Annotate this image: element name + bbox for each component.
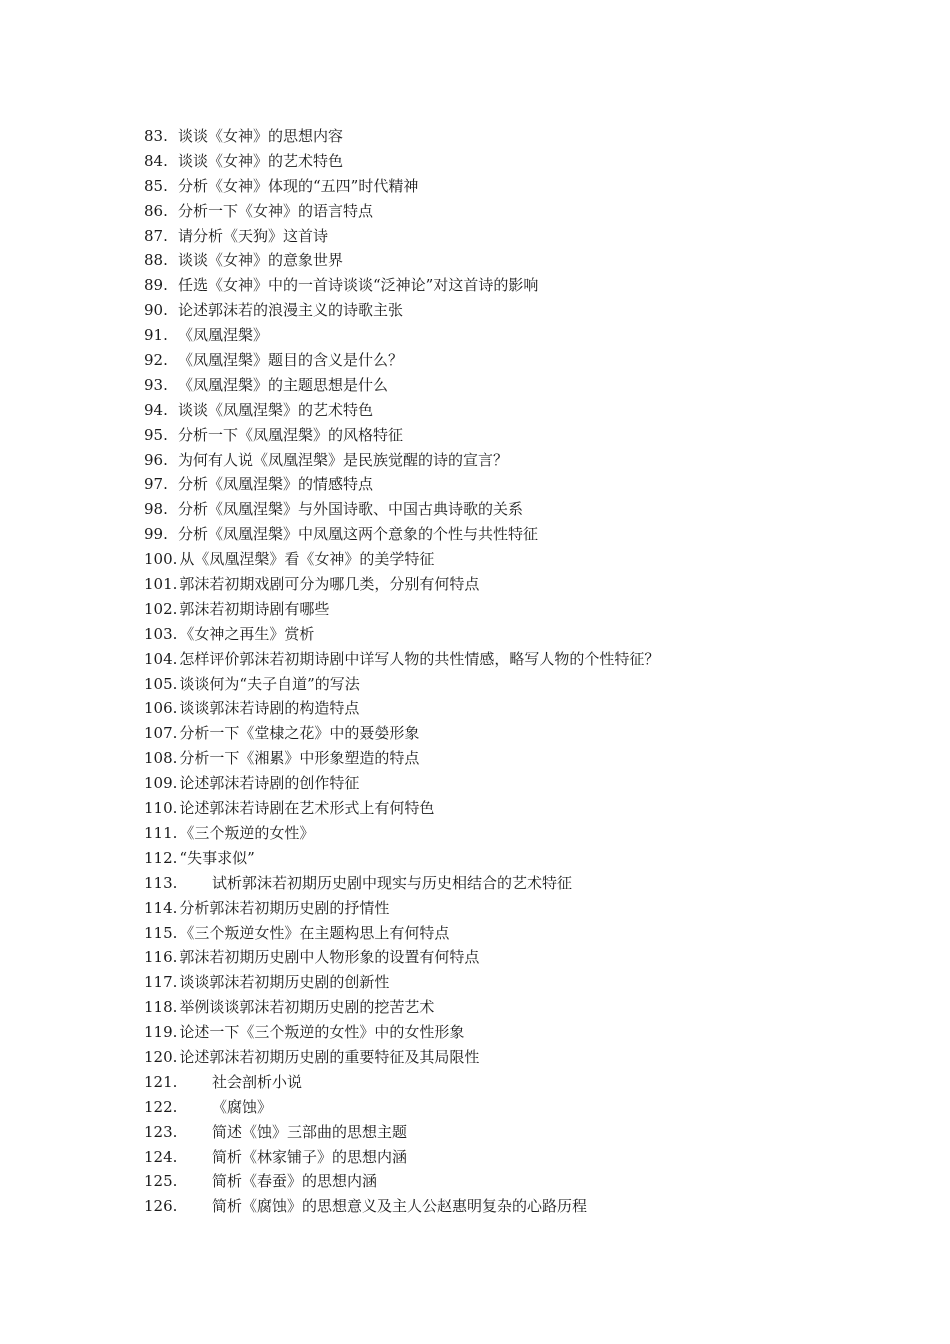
- item-number: 91.: [144, 326, 168, 345]
- item-text: 论述郭沫若诗剧的创作特征: [179, 774, 360, 793]
- item-text: 任选《女神》中的一首诗谈谈“泛神论”对这首诗的影响: [178, 276, 539, 295]
- item-number: 93.: [144, 375, 168, 394]
- list-item: [144, 970, 904, 995]
- item-number: 105.: [144, 674, 178, 693]
- item-text: 《女神之再生》赏析: [179, 624, 315, 643]
- item-number: 110.: [144, 799, 178, 818]
- item-text: 怎样评价郭沫若初期诗剧中详写人物的共性情感，略写人物的个性特征？: [179, 649, 660, 668]
- item-text: 论述郭沫若诗剧在艺术形式上有何特色: [179, 799, 435, 818]
- list-item: [144, 1120, 904, 1145]
- list-item: [144, 248, 904, 273]
- item-text: 分析一下《女神》的语言特点: [178, 201, 374, 220]
- item-text: 分析《凤凰涅槃》的情感特点: [178, 475, 374, 494]
- list-item: [144, 224, 904, 249]
- item-text: 《三个叛逆女性》在主题构思上有何特点: [179, 923, 450, 942]
- item-number: 115.: [144, 923, 178, 942]
- item-text: 论述一下《三个叛逆的女性》中的女性形象: [179, 1023, 465, 1042]
- item-number: 120.: [144, 1047, 178, 1066]
- item-number: 85.: [144, 176, 168, 195]
- list-item: [144, 771, 904, 796]
- item-number: 108.: [144, 749, 178, 768]
- list-item: [144, 323, 904, 348]
- list-item: [144, 497, 904, 522]
- item-text: 为何有人说《凤凰涅槃》是民族觉醒的诗的宣言？: [178, 450, 509, 469]
- item-number: 84.: [144, 151, 168, 170]
- list-item: [144, 1169, 904, 1194]
- item-number: 92.: [144, 351, 168, 370]
- item-number: 111.: [144, 823, 178, 842]
- item-number: 114.: [144, 898, 178, 917]
- list-item: [144, 597, 904, 622]
- item-text: 分析《凤凰涅槃》中凤凰这两个意象的个性与共性特征: [178, 525, 539, 544]
- item-number: 102.: [144, 599, 178, 618]
- item-text: 谈谈《女神》的艺术特色: [178, 151, 344, 170]
- list-item: [144, 174, 904, 199]
- item-text: 分析《凤凰涅槃》与外国诗歌、中国古典诗歌的关系: [178, 500, 524, 519]
- list-item: [144, 1045, 904, 1070]
- list-item: [144, 373, 904, 398]
- list-item: [144, 423, 904, 448]
- item-text: 谈谈郭沫若诗剧的构造特点: [179, 699, 360, 718]
- item-number: 87.: [144, 226, 168, 245]
- item-text: 社会剖析小说: [212, 1072, 303, 1091]
- list-item: [144, 273, 904, 298]
- item-text: 论述郭沫若的浪漫主义的诗歌主张: [178, 301, 404, 320]
- list-item: [144, 1194, 904, 1219]
- item-number: 126.: [144, 1197, 178, 1216]
- item-text: 《腐蚀》: [212, 1097, 273, 1116]
- item-text: 分析一下《凤凰涅槃》的风格特征: [178, 425, 404, 444]
- item-number: 89.: [144, 276, 168, 295]
- list-item: [144, 945, 904, 970]
- item-text: 郭沫若初期历史剧中人物形象的设置有何特点: [179, 948, 480, 967]
- item-text: 郭沫若初期诗剧有哪些: [179, 599, 330, 618]
- item-number: 117.: [144, 973, 178, 992]
- list-item: [144, 696, 904, 721]
- item-text: 谈谈《女神》的思想内容: [178, 127, 344, 145]
- item-number: 97.: [144, 475, 168, 494]
- item-number: 121.: [144, 1072, 178, 1091]
- item-text: 谈谈《凤凰涅槃》的艺术特色: [178, 400, 374, 419]
- item-number: 124.: [144, 1147, 178, 1166]
- list-item: [144, 547, 904, 572]
- list-item: [144, 1095, 904, 1120]
- item-number: 116.: [144, 948, 178, 967]
- item-number: 90.: [144, 301, 168, 320]
- item-text: 分析《女神》体现的“五四”时代精神: [178, 176, 419, 195]
- item-text: 《凤凰涅槃》的主题思想是什么: [178, 375, 389, 394]
- item-text: 郭沫若初期戏剧可分为哪几类，分别有何特点: [179, 575, 480, 594]
- list-item: [144, 746, 904, 771]
- item-number: 113.: [144, 873, 178, 892]
- list-item: [144, 348, 904, 373]
- list-item: [144, 846, 904, 871]
- list-item: [144, 871, 904, 896]
- list-item: [144, 472, 904, 497]
- item-text: 简析《春蚕》的思想内涵: [212, 1172, 378, 1191]
- item-text: “失事求似”: [179, 848, 255, 867]
- list-item: [144, 721, 904, 746]
- item-text: 论述郭沫若初期历史剧的重要特征及其局限性: [179, 1047, 480, 1066]
- list-item: [144, 298, 904, 323]
- item-text: 分析一下《堂棣之花》中的聂嫈形象: [179, 724, 420, 743]
- item-number: 95.: [144, 425, 168, 444]
- item-number: 83.: [144, 127, 168, 145]
- list-item: [144, 149, 904, 174]
- item-number: 88.: [144, 251, 168, 270]
- item-text: 谈谈郭沫若初期历史剧的创新性: [179, 973, 390, 992]
- item-text: 举例谈谈郭沫若初期历史剧的挖苦艺术: [179, 998, 435, 1017]
- item-number: 98.: [144, 500, 168, 519]
- list-item: [144, 572, 904, 597]
- list-item: [144, 995, 904, 1020]
- item-number: 123.: [144, 1122, 178, 1141]
- item-number: 122.: [144, 1097, 178, 1116]
- list-item: [144, 896, 904, 921]
- item-number: 104.: [144, 649, 178, 668]
- item-text: 简析《腐蚀》的思想意义及主人公赵惠明复杂的心路历程: [212, 1197, 588, 1216]
- list-item: [144, 821, 904, 846]
- item-text: 谈谈《女神》的意象世界: [178, 251, 344, 270]
- list-item: [144, 522, 904, 547]
- list-item: [144, 199, 904, 224]
- list-item: [144, 622, 904, 647]
- item-number: 106.: [144, 699, 178, 718]
- question-list: [144, 124, 904, 1219]
- item-text: 简析《林家铺子》的思想内涵: [212, 1147, 408, 1166]
- item-number: 112.: [144, 848, 178, 867]
- item-number: 99.: [144, 525, 168, 544]
- item-number: 109.: [144, 774, 178, 793]
- list-item: [144, 398, 904, 423]
- item-number: 125.: [144, 1172, 178, 1191]
- item-number: 100.: [144, 550, 178, 569]
- item-number: 103.: [144, 624, 178, 643]
- item-number: 118.: [144, 998, 178, 1017]
- list-item: [144, 672, 904, 697]
- list-item: [144, 921, 904, 946]
- item-number: 107.: [144, 724, 178, 743]
- item-text: 《三个叛逆的女性》: [179, 823, 315, 842]
- list-item: [144, 1020, 904, 1045]
- list-item: [144, 124, 904, 149]
- list-item: [144, 1070, 904, 1095]
- item-text: 分析郭沫若初期历史剧的抒情性: [179, 898, 390, 917]
- item-text: 《凤凰涅槃》: [178, 326, 269, 345]
- list-item: [144, 647, 904, 672]
- list-item: [144, 1145, 904, 1170]
- item-number: 96.: [144, 450, 168, 469]
- item-text: 从《凤凰涅槃》看《女神》的美学特征: [179, 550, 435, 569]
- item-text: 试析郭沫若初期历史剧中现实与历史相结合的艺术特征: [212, 873, 573, 892]
- item-number: 101.: [144, 575, 178, 594]
- item-text: 简述《蚀》三部曲的思想主题: [212, 1122, 408, 1141]
- list-item: [144, 796, 904, 821]
- list-item: [144, 448, 904, 473]
- item-number: 119.: [144, 1023, 178, 1042]
- item-text: 分析一下《湘累》中形象塑造的特点: [179, 749, 420, 768]
- item-text: 请分析《天狗》这首诗: [178, 226, 329, 245]
- item-text: 谈谈何为“夫子自道”的写法: [179, 674, 360, 693]
- item-number: 94.: [144, 400, 168, 419]
- item-number: 86.: [144, 201, 168, 220]
- item-text: 《凤凰涅槃》题目的含义是什么？: [178, 351, 404, 370]
